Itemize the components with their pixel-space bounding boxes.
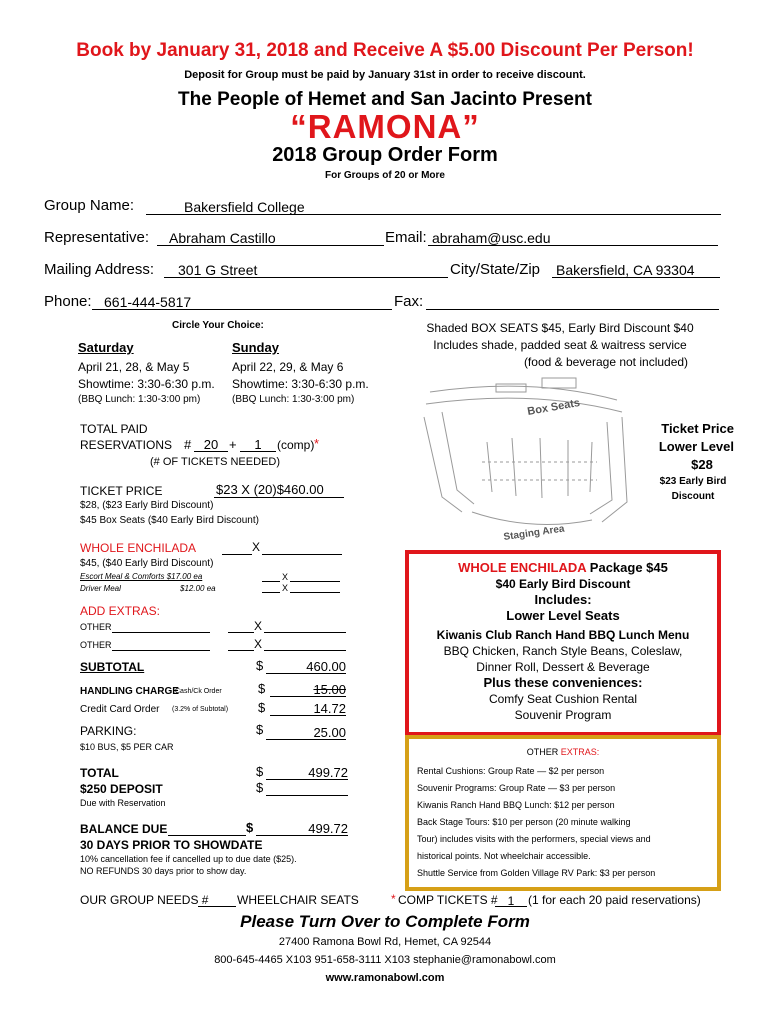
credit-card-value: 14.72 — [313, 701, 346, 716]
box-seat-line-2: Includes shade, padded seat & waitress service — [433, 338, 687, 352]
contact-phones: 800-645-4465 X103 951-658-3111 X103 stephanie@ramonabowl.com — [214, 954, 556, 966]
comp-star: * — [391, 892, 396, 906]
saturday-bbq: (BBQ Lunch: 1:30-3:00 pm) — [78, 394, 201, 405]
deposit-due-note: Due with Reservation — [80, 798, 166, 808]
deposit-note: Deposit for Group must be paid by January 31st in order to receive discount. — [184, 69, 586, 81]
city-state-zip-label: City/State/Zip — [450, 261, 541, 278]
balance-due-value: 499.72 — [308, 821, 348, 836]
package-menu-items-2: Dinner Roll, Dessert & Beverage — [476, 660, 650, 674]
city-state-zip-field[interactable] — [552, 261, 720, 278]
comp-count: 1 — [254, 437, 262, 452]
enchilada-note: $45, ($40 Early Bird Discount) — [80, 558, 214, 569]
extra-backstage-tours: Back Stage Tours: $10 per person (20 minute walking — [417, 817, 631, 827]
subtotal-label: SUBTOTAL — [80, 660, 145, 674]
extra-shuttle: Shuttle Service from Golden Village RV Park: $3 per person — [417, 868, 656, 878]
extra-programs: Souvenir Programs: Group Rate — $3 per person — [417, 783, 616, 793]
price-note-regular: $28, ($23 Early Bird Discount) — [80, 500, 214, 511]
box-seat-description — [400, 320, 720, 371]
other-field-1[interactable] — [112, 620, 210, 633]
package-title-red: WHOLE ENCHILADA — [458, 560, 587, 575]
group-name-value: Bakersfield College — [184, 199, 305, 215]
ticket-price-line-1: Ticket Price — [661, 421, 734, 436]
package-includes: Includes: — [534, 592, 592, 607]
deposit-field[interactable] — [266, 780, 348, 796]
package-title — [409, 560, 717, 576]
package-program: Souvenir Program — [514, 708, 612, 722]
early-bird-line-1: $23 Early Bird — [659, 476, 727, 487]
representative-field[interactable] — [157, 229, 384, 246]
subtotal-dollar: $ — [256, 658, 264, 673]
box-seat-line-3: (food & beverage not included) — [523, 355, 689, 369]
phone-field[interactable] — [92, 293, 392, 310]
no-refund-note: NO REFUNDS 30 days prior to show day. — [80, 866, 247, 876]
credit-card-label: Credit Card Order — [80, 704, 160, 715]
parking-dollar: $ — [256, 722, 264, 737]
other-field-2[interactable] — [112, 638, 210, 651]
whole-enchilada-label: WHOLE ENCHILADA — [80, 541, 197, 555]
representative-label: Representative: — [44, 229, 150, 246]
extra-tour-accessibility: historical points. Not wheelchair accessible. — [417, 851, 591, 861]
wheelchair-label: WHEELCHAIR SEATS — [237, 893, 359, 907]
saturday-dates: April 21, 28, & May 5 — [78, 360, 190, 374]
credit-card-note: (3.2% of Subtotal) — [172, 706, 229, 713]
escort-x: X — [282, 572, 289, 582]
escort-qty-field[interactable] — [262, 574, 280, 582]
staging-area-map-label: Staging Area — [502, 523, 566, 543]
circle-choice-label: Circle Your Choice: — [172, 320, 264, 331]
package-lower-level: Lower Level Seats — [506, 608, 620, 623]
saturday-title[interactable]: Saturday — [78, 340, 134, 355]
extra-tour-details: Tour) includes visits with the performers, special views and — [417, 834, 651, 844]
driver-meal-price: $12.00 ea — [180, 584, 216, 593]
cancellation-note: 10% cancellation fee if cancelled up to due date ($25). — [80, 854, 297, 864]
group-name-field[interactable] — [146, 198, 721, 215]
group-needs-label: OUR GROUP NEEDS # — [80, 893, 209, 907]
package-conveniences: Plus these conveniences: — [483, 675, 643, 690]
total-label: TOTAL — [80, 766, 119, 780]
seating-chart-map — [412, 372, 644, 544]
sunday-showtime: Showtime: 3:30-6:30 p.m. — [232, 377, 369, 391]
escort-meal-label: Escort Meal & Comforts $17.00 ea — [80, 572, 203, 581]
enchilada-x: X — [252, 540, 261, 554]
other-extras-title — [409, 747, 717, 757]
phone-label: Phone: — [44, 293, 92, 310]
fax-field[interactable] — [426, 293, 719, 310]
email-field[interactable] — [428, 229, 718, 246]
venue-address: 27400 Ramona Bowl Rd, Hemet, CA 92544 — [278, 936, 492, 948]
deposit-label: $250 DEPOSIT — [80, 782, 163, 796]
parking-field[interactable] — [266, 724, 346, 740]
other-x-1: X — [254, 619, 263, 633]
reservations-count: 20 — [203, 437, 219, 452]
saturday-showtime: Showtime: 3:30-6:30 p.m. — [78, 377, 215, 391]
seating-chart-icon — [412, 372, 644, 544]
balance-due-dollar: $ — [246, 820, 254, 835]
comp-count-field[interactable] — [240, 436, 276, 452]
total-dollar: $ — [256, 764, 264, 779]
early-bird-line-2: Discount — [671, 491, 715, 502]
other-extras-title-b: EXTRAS: — [560, 747, 600, 757]
website-link[interactable]: www.ramonabowl.com — [325, 972, 445, 984]
comp-tickets-value: 1 — [507, 894, 515, 908]
ticket-price-value: $23 X (20)$460.00 — [216, 482, 324, 497]
ticket-price-line-2: Lower Level — [658, 439, 734, 454]
parking-label: PARKING: — [80, 724, 137, 738]
ticket-price-field[interactable] — [214, 482, 344, 498]
credit-card-dollar: $ — [258, 700, 266, 715]
subtotal-field[interactable] — [266, 658, 346, 674]
comp-tickets-label: COMP TICKETS # — [398, 893, 498, 907]
wheelchair-count-field[interactable] — [198, 892, 236, 907]
total-field[interactable] — [266, 764, 348, 780]
early-bird-box — [640, 474, 746, 504]
extra-bbq-lunch: Kiwanis Ranch Hand BBQ Lunch: $12 per person — [417, 800, 615, 810]
parking-note: $10 BUS, $5 PER CAR — [80, 742, 174, 752]
mailing-address-label: Mailing Address: — [44, 261, 155, 278]
package-bbq-menu: Kiwanis Club Ranch Hand BBQ Lunch Menu — [436, 628, 690, 642]
mailing-address-field[interactable] — [164, 261, 448, 278]
sunday-title[interactable]: Sunday — [232, 340, 279, 355]
comp-tickets-field[interactable] — [495, 892, 527, 907]
balance-due-blank — [168, 820, 246, 836]
subtotal-value: 460.00 — [306, 659, 346, 674]
box-seat-line-1: Shaded BOX SEATS $45, Early Bird Discount $40 — [426, 321, 694, 335]
other-qty-1[interactable] — [228, 620, 254, 633]
days-prior-label: 30 DAYS PRIOR TO SHOWDATE — [80, 838, 263, 852]
other-amount-2[interactable] — [264, 638, 346, 651]
handling-value: 15.00 — [313, 682, 346, 697]
package-early-bird: $40 Early Bird Discount — [495, 577, 631, 591]
mailing-address-value: 301 G Street — [178, 262, 258, 278]
sunday-dates: April 22, 29, & May 6 — [232, 360, 344, 374]
comp-tickets-rule: (1 for each 20 paid reservations) — [528, 893, 701, 907]
other-amount-1[interactable] — [264, 620, 346, 633]
package-menu-items-1: BBQ Chicken, Ranch Style Beans, Coleslaw, — [443, 644, 683, 658]
handling-charge-note: Cash/Ck Order — [175, 688, 222, 695]
extra-cushions: Rental Cushions: Group Rate — $2 per person — [417, 766, 605, 776]
phone-value: 661-444-5817 — [104, 294, 192, 310]
handling-charge-label: HANDLING CHARGE — [80, 686, 179, 697]
escort-amount-field[interactable] — [290, 574, 340, 582]
balance-due-label: BALANCE DUE — [80, 822, 168, 836]
total-value: 499.72 — [308, 765, 348, 780]
other-extras-title-a: OTHER — [526, 747, 561, 757]
handling-field[interactable] — [270, 681, 346, 697]
plus-sign: + — [229, 437, 237, 452]
form-title: 2018 Group Order Form — [272, 144, 498, 166]
comp-label: (comp) — [277, 438, 315, 452]
email-label: Email: — [385, 229, 427, 246]
ticket-price-line-3: $28 — [691, 457, 713, 472]
fax-label: Fax: — [394, 293, 424, 310]
presenters: The People of Hemet and San Jacinto Present — [178, 89, 592, 110]
whole-enchilada-package — [405, 550, 721, 736]
other-label-1: OTHER — [80, 622, 112, 632]
driver-meal-label: Driver Meal — [80, 584, 121, 593]
enchilada-qty-field[interactable] — [222, 540, 252, 555]
form-subtitle: For Groups of 20 or More — [324, 170, 445, 181]
driver-qty-field[interactable] — [262, 585, 280, 593]
other-x-2: X — [254, 637, 263, 651]
email-value: abraham@usc.edu — [432, 230, 551, 246]
box-seats-map-label: Box Seats — [526, 396, 581, 418]
package-title-price: Package $45 — [586, 560, 668, 575]
package-cushion: Comfy Seat Cushion Rental — [488, 692, 638, 706]
enchilada-amount-field[interactable] — [262, 540, 342, 555]
driver-amount-field[interactable] — [290, 585, 340, 593]
tickets-needed-note: (# OF TICKETS NEEDED) — [150, 456, 280, 468]
price-note-box: $45 Box Seats ($40 Early Bird Discount) — [80, 515, 259, 526]
balance-due-field[interactable] — [256, 820, 348, 836]
other-extras-box — [405, 735, 721, 891]
deposit-dollar: $ — [256, 780, 264, 795]
ticket-price-box — [640, 420, 734, 474]
handling-dollar: $ — [258, 681, 266, 696]
parking-value: 25.00 — [313, 725, 346, 740]
comp-asterisk: * — [314, 436, 320, 451]
add-extras-label: ADD EXTRAS: — [80, 604, 161, 618]
other-qty-2[interactable] — [228, 638, 254, 651]
ticket-price-label: TICKET PRICE — [80, 484, 163, 498]
other-label-2: OTHER — [80, 640, 112, 650]
driver-x: X — [282, 583, 289, 593]
sunday-bbq: (BBQ Lunch: 1:30-3:00 pm) — [232, 394, 355, 405]
turn-over-note: Please Turn Over to Complete Form — [240, 912, 530, 931]
credit-card-field[interactable] — [270, 700, 346, 716]
reservations-label: RESERVATIONS — [80, 438, 173, 452]
promo-headline: Book by January 31, 2018 and Receive A $5.00 Discount Per Person! — [76, 40, 694, 61]
reservations-hash: # — [184, 437, 192, 452]
reservations-count-field[interactable] — [194, 436, 228, 452]
show-title: “RAMONA” — [290, 108, 480, 145]
group-name-label: Group Name: — [44, 197, 135, 214]
city-state-zip-value: Bakersfield, CA 93304 — [556, 262, 695, 278]
total-paid-label: TOTAL PAID — [80, 422, 148, 436]
representative-value: Abraham Castillo — [169, 230, 276, 246]
